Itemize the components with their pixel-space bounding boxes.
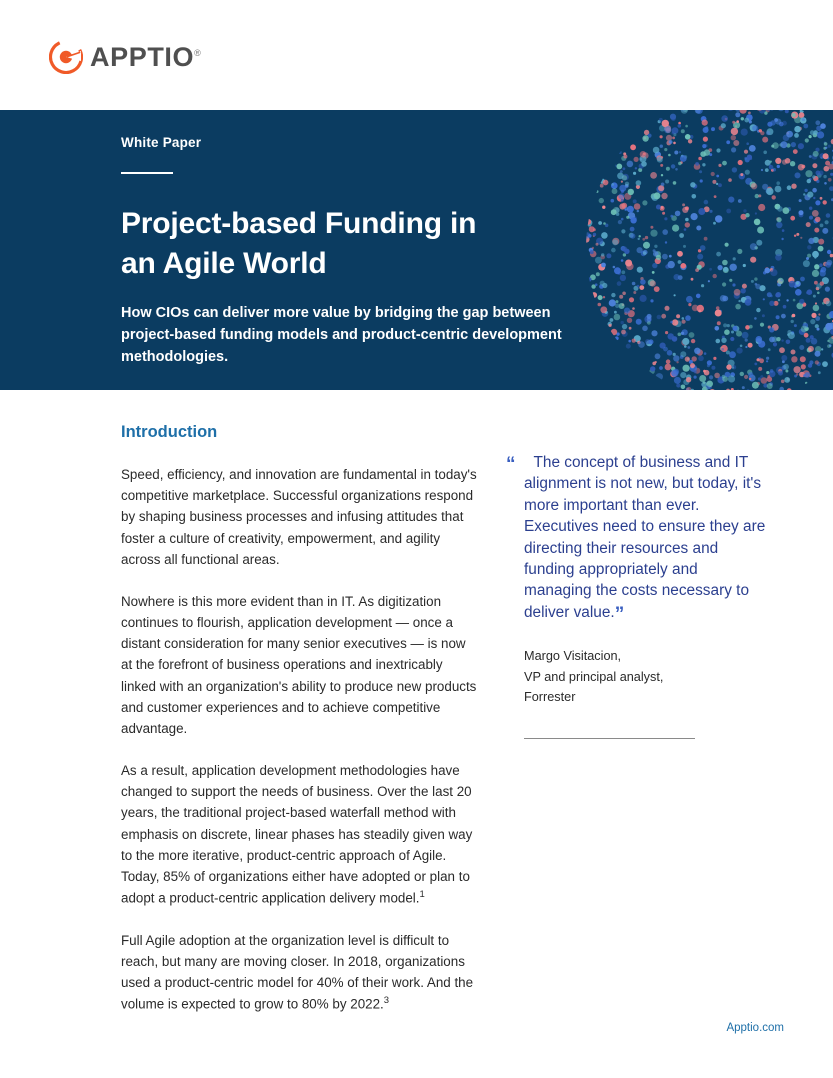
attribution-name: Margo Visitacion,: [524, 649, 622, 664]
footer-website-link[interactable]: Apptio.com: [726, 1022, 784, 1034]
attribution-org: Forrester: [524, 690, 576, 705]
footnote-mark-3: 3: [383, 995, 390, 1007]
body-paragraph-3: [121, 760, 477, 909]
body-paragraph-4-text: Full Agile adoption at the organization level is difficult to reach, but many are moving closer. In 2018, organizations used a product-centric model for 40% of their work. And the volume is expected to grow to 80% by 2022.: [121, 932, 474, 1012]
logo-band: [0, 0, 833, 110]
body-paragraph-2: Nowhere is this more evident than in IT. As digitization continues to flourish, application development — once a distant consideration for many senior executives — is now at the forefront of business operations and inextricably linked with an organization's ability to produce new products and customer experiences and to achieve competitive advantage.: [121, 593, 477, 736]
hero-banner: [0, 110, 833, 390]
section-heading-introduction: Introduction: [121, 423, 218, 441]
hero-divider: [121, 172, 173, 174]
page-title-line-1: Project-based Funding in: [121, 207, 477, 240]
footnote-mark-1: 1: [419, 889, 425, 901]
logo-wordmark: APPTIO®: [90, 41, 202, 72]
hero-subtitle: How CIOs can deliver more value by bridging the gap between project-based funding models and product-centric development methodologies.: [121, 304, 562, 365]
apptio-logo[interactable]: [49, 40, 201, 74]
body-paragraph-3-text: As a result, application development methodologies have changed to support the needs of business. Over the last 20 years, the traditional project-based waterfall method with emphasis on discrete, linear phases has steadily given way to the more iterative, product-centric approach of Agile. Today, 85% of organizations either have adopted or plan to adopt a product-centric application delivery model.: [121, 763, 473, 906]
page-title-line-2: an Agile World: [121, 246, 327, 280]
page-title: [121, 204, 591, 284]
main-text-column: [121, 423, 477, 1036]
attribution-title: VP and principal analyst,: [524, 669, 664, 684]
attribution-divider: [524, 738, 695, 739]
quote-close-icon: ”: [614, 603, 625, 625]
hero-kicker: White Paper: [121, 135, 202, 150]
apptio-swirl-logo-icon: [49, 40, 83, 74]
pullquote: [506, 452, 769, 625]
logo-trademark: ®: [194, 47, 202, 58]
pullquote-text: The concept of business and IT alignment is not new, but today, it's more important than ever. Executives need to ensure they are directing their resources and funding appropriately and managing the costs necessary to deliver value.: [524, 454, 766, 621]
body-paragraph-1: Speed, efficiency, and innovation are fundamental in today's competitive marketplace. Successful organizations respond by shaping business processes and infusing attitudes that foster a culture of creativity, empowerment, and agility across all functional areas.: [121, 467, 477, 567]
hero-text-block: [121, 135, 591, 368]
body-area: [0, 390, 833, 1078]
pullquote-attribution: [524, 646, 769, 708]
quote-open-icon: “: [506, 454, 516, 475]
pullquote-column: [506, 452, 769, 739]
body-paragraph-4: [121, 930, 477, 1015]
